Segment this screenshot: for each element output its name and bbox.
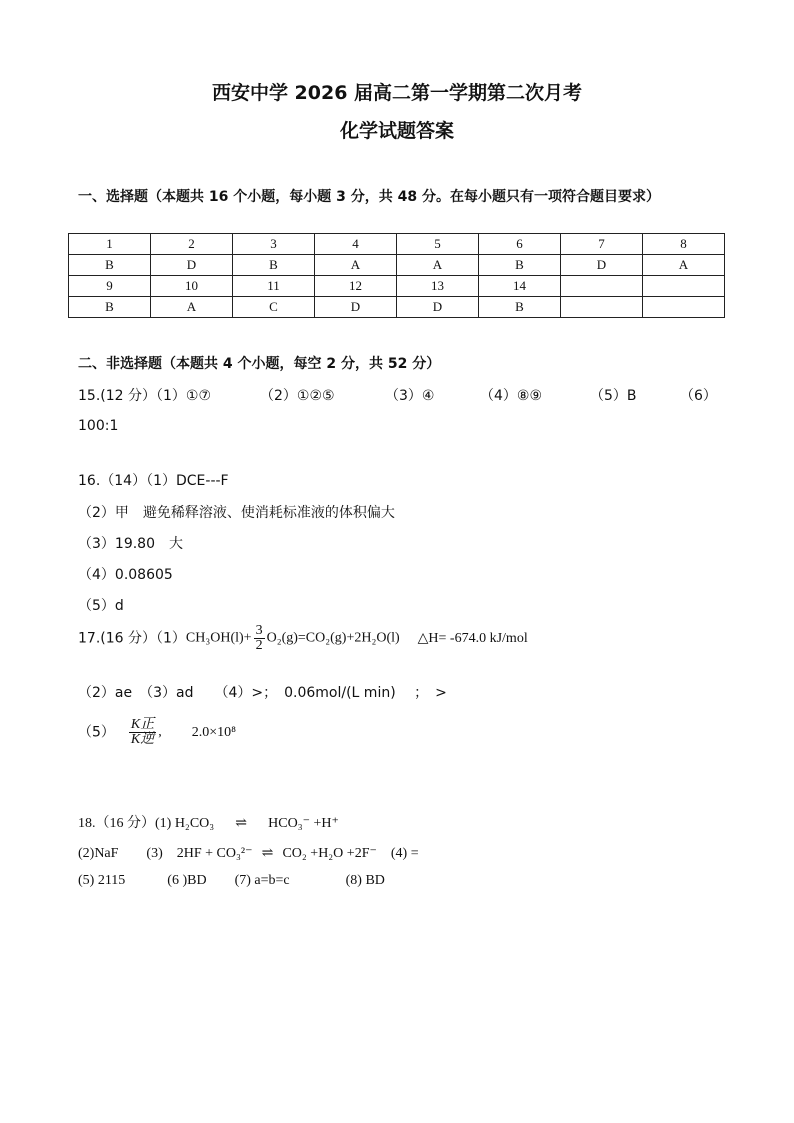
q16-line-4: （4）0.08605 [78, 567, 173, 583]
q15-answer-6-value: 100:1 [78, 418, 119, 434]
table-cell: 13 [397, 276, 479, 297]
table-cell: D [151, 255, 233, 276]
q18-line-1-left: 18.（16 分）(1) H₂CO₃ [78, 816, 215, 831]
q17-line-3-value: 2.0×10⁸ [191, 724, 237, 740]
table-cell [561, 276, 643, 297]
q17-equation-left: CH₃OH(l)+ [185, 630, 252, 646]
table-cell: A [397, 255, 479, 276]
q15-answer-4: （4）⑧⑨ [480, 388, 543, 404]
table-row [69, 255, 725, 276]
q16-line-5: （5）d [78, 598, 124, 614]
q18-line-2 [78, 842, 419, 862]
table-cell: 6 [479, 234, 561, 255]
q18-line-3: (5) 2115 (6 )BD (7) a=b=c (8) BD [78, 873, 385, 888]
table-cell: 12 [315, 276, 397, 297]
q18-line-2-right: CO₂ +H₂O +2F⁻ (4) = [282, 846, 419, 861]
table-cell: 3 [233, 234, 315, 255]
q17-line-3: （5） $\frac{\text{K正}}{\text{K逆}}$ , 2.0×10⁸ [78, 717, 237, 747]
q15-prefix-a1 [78, 385, 211, 405]
table-cell: A [151, 297, 233, 318]
table-cell: B [69, 255, 151, 276]
q17-k-ratio [129, 718, 156, 747]
q15-answer-3: （3）④ [385, 388, 435, 404]
table-cell: C [233, 297, 315, 318]
table-cell: D [397, 297, 479, 318]
q17-fraction-denominator: 2 [255, 638, 263, 653]
q15-prefix: 15.(12 分） [78, 388, 156, 404]
table-cell [561, 297, 643, 318]
q17-fraction-numerator: 3 [255, 623, 263, 638]
table-cell: A [315, 255, 397, 276]
q18-line-1 [78, 812, 339, 832]
table-cell: 8 [643, 234, 725, 255]
q17-line-1 [78, 624, 528, 653]
q17-k-denominator: K逆 [130, 732, 155, 747]
q18-line-1-right: HCO₃⁻ +H⁺ [268, 816, 339, 831]
table-cell [643, 297, 725, 318]
q15-answer-2: （2）①②⑤ [260, 388, 335, 404]
q17-fraction [254, 624, 265, 653]
table-cell: 11 [233, 276, 315, 297]
table-cell: 9 [69, 276, 151, 297]
q17-enthalpy: △H= -674.0 kJ/mol [417, 630, 528, 646]
q15-answer-5: （5）B [590, 388, 637, 404]
q17-equation-right: O₂(g)=CO₂(g)+2H₂O(l) [266, 630, 400, 646]
table-cell: 5 [397, 234, 479, 255]
table-cell: 2 [151, 234, 233, 255]
section1-heading: 一、选择题（本题共 16 个小题，每小题 3 分，共 48 分。在每小题只有一项符合题目要求） [78, 189, 660, 205]
table-cell: B [69, 297, 151, 318]
q17-k-numerator: K正 [130, 717, 155, 732]
q15-answer-6-label: （6） [680, 388, 717, 404]
q16-line-2: （2）甲 避免稀释溶液、使消耗标准液的体积偏大 [78, 505, 395, 521]
table-cell: 7 [561, 234, 643, 255]
q16-line-3: （3）19.80 大 [78, 536, 183, 552]
table-cell: D [561, 255, 643, 276]
page-title: 西安中学 2026 届高二第一学期第二次月考 [211, 82, 583, 104]
table-cell [643, 276, 725, 297]
q16-line-1: 16.（14）（1）DCE---F [78, 473, 229, 489]
equilibrium-arrow-icon: ⇌ [235, 816, 248, 831]
table-cell: 1 [69, 234, 151, 255]
table-cell: B [233, 255, 315, 276]
table-row [69, 297, 725, 318]
table-row [69, 234, 725, 255]
q17-line-2: （2）ae （3）ad （4）>； 0.06mol/(L min) ； > [78, 685, 447, 701]
answer-table [68, 233, 725, 318]
table-cell: 14 [479, 276, 561, 297]
table-row [69, 276, 725, 297]
q17-prefix: 17.(16 分）（1） [78, 630, 186, 647]
table-cell: 4 [315, 234, 397, 255]
page-subtitle: 化学试题答案 [339, 120, 454, 142]
table-cell: B [479, 255, 561, 276]
q18-line-2-left: (2)NaF (3) 2HF + CO₃²⁻ [78, 846, 253, 861]
table-cell: D [315, 297, 397, 318]
table-cell: B [479, 297, 561, 318]
section2-heading: 二、非选择题（本题共 4 个小题，每空 2 分，共 52 分） [78, 356, 441, 372]
q17-line-3-label: （5） [78, 724, 115, 741]
equilibrium-arrow-icon: ⇌ [261, 846, 274, 861]
table-cell: 10 [151, 276, 233, 297]
q15-answer-1: （1）①⑦ [156, 388, 212, 404]
table-cell: A [643, 255, 725, 276]
